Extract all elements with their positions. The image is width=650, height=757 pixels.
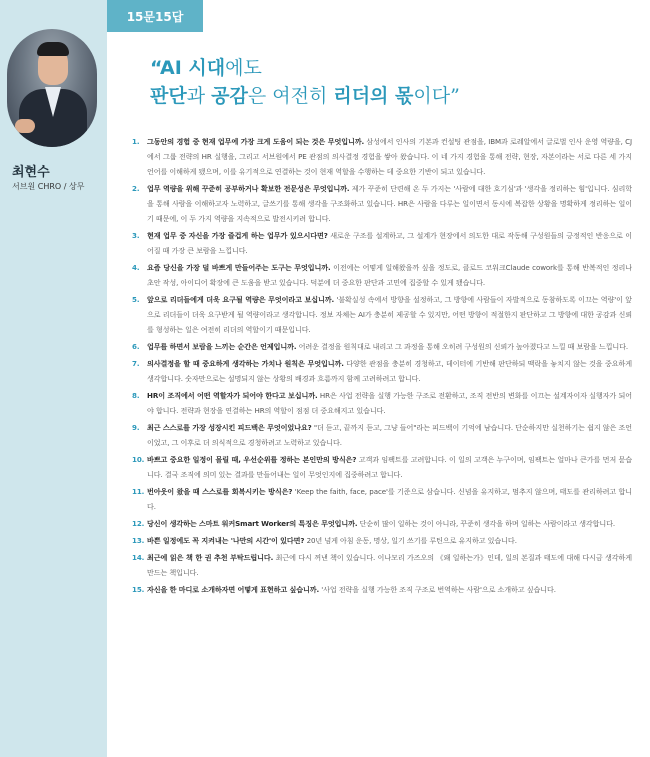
qa-body <box>147 533 632 548</box>
headline-bold-empathy: 공감 <box>211 85 248 107</box>
headline-line-2 <box>150 82 630 110</box>
qa-item <box>132 356 632 386</box>
qa-item <box>132 582 632 597</box>
qa-body <box>147 582 632 597</box>
person-title: 서브원 CHRO / 상무 <box>12 182 85 191</box>
qa-question: 번아웃이 왔을 때 스스로를 회복시키는 방식은? <box>147 487 293 496</box>
qa-item <box>132 516 632 531</box>
qa-answer: 삼성에서 인사의 기본과 컨설팅 관점을, IBM과 로레알에서 글로벌 인사 운영 역량을, CJ에서 그룹 전략의 HR 실행을, 그리고 서브원에서 PE 관점의 의사결정 경험을 쌓아 왔습니다. 이 네 가지 경험을 통해 전략, 현장, 자본이라는 서로 다른 세 가지 언어를 이해하게 됐으며, 이를 유기적으로 연결하는 것이 현재 역할을 수행하는 데 중요한 기반이 되고 있습니다. <box>147 137 632 176</box>
qa-number: 2. <box>132 184 140 193</box>
qa-answer: '사업 전략을 실행 가능한 조직 구조로 번역하는 사람'으로 소개하고 싶습니다. <box>319 585 556 594</box>
qa-body <box>147 339 632 354</box>
qa-body <box>147 292 632 337</box>
qa-item <box>132 260 632 290</box>
headline-text: 에도 <box>225 57 262 79</box>
qa-body <box>147 484 632 514</box>
qa-body <box>147 388 632 418</box>
qa-question: 업무 역량을 위해 꾸준히 공부하거나 확보한 전문성은 무엇입니까. <box>147 184 350 193</box>
qa-number: 9. <box>132 423 140 432</box>
qa-number: 10. <box>132 455 145 464</box>
qa-number: 12. <box>132 519 145 528</box>
qa-question: 최근 스스로를 가장 성장시킨 피드백은 무엇이었나요? <box>147 423 312 432</box>
qa-item <box>132 292 632 337</box>
qa-body <box>147 181 632 226</box>
qa-answer: 새로운 구조를 설계하고, 그 설계가 현장에서 의도한 대로 작동해 구성원들의 긍정적인 반응으로 이어질 때 가장 큰 보람을 느낍니다. <box>147 231 632 255</box>
qa-number: 13. <box>132 536 145 545</box>
qa-answer: "더 듣고, 끝까지 듣고, 그냥 들어"라는 피드백이 기억에 남습니다. 단순하지만 실천하기는 쉽지 않은 조언이었고, 그 이후로 더 의식적으로 경청하려고 노력하고 있습니다. <box>147 423 633 447</box>
qa-question: 바쁘고 중요한 일정이 몰릴 때, 우선순위를 정하는 본인만의 방식은? <box>147 455 357 464</box>
qa-body <box>147 452 632 482</box>
headline-line-1 <box>150 54 630 82</box>
qa-question: 의사결정을 할 때 중요하게 생각하는 가치나 원칙은 무엇입니까. <box>147 359 344 368</box>
qa-body <box>147 516 632 531</box>
qa-item <box>132 452 632 482</box>
qa-answer: 다양한 관점을 충분히 경청하고, 데이터에 기반해 판단하되 맥락을 놓치지 않는 것을 중요하게 생각합니다. 숫자만으로는 설명되지 않는 상황의 배경과 흐름까지 함께 고려하려고 합니다. <box>147 359 632 383</box>
headline-text: 이다” <box>413 85 460 107</box>
headline-bold-leader: 리더의 몫 <box>333 85 414 107</box>
qa-number: 4. <box>132 263 140 272</box>
headline-bold-ai: “AI 시대 <box>150 57 226 79</box>
headline-text: 과 <box>186 85 212 107</box>
photo-hand <box>15 119 35 133</box>
qa-answer: 최근에 다시 꺼낸 책이 있습니다. 이나모리 가즈오의 《왜 일하는가》인데, 일의 본질과 태도에 대해 다시금 생각하게 만드는 책입니다. <box>147 553 633 577</box>
headline-text: 은 여전히 <box>247 85 334 107</box>
qa-question: 요즘 당신을 가장 덜 바쁘게 만들어주는 도구는 무엇입니까. <box>147 263 331 272</box>
qa-question: HR이 조직에서 어떤 역할자가 되어야 한다고 보십니까. <box>147 391 318 400</box>
qa-number: 3. <box>132 231 140 240</box>
qa-item <box>132 550 632 580</box>
qa-body <box>147 420 632 450</box>
qa-question: 최근에 읽은 책 한 권 추천 부탁드립니다. <box>147 553 274 562</box>
qa-answer: 고객과 임팩트를 고려합니다. 이 일의 고객은 누구이며, 임팩트는 얼마나 큰가를 먼저 묻습니다. 결국 조직에 의미 있는 결과를 만들어내는 일이 무엇인지에 집중하려고 합니다. <box>147 455 632 479</box>
qa-body <box>147 228 632 258</box>
qa-item <box>132 484 632 514</box>
person-name: 최현수 <box>12 165 50 180</box>
qa-number: 7. <box>132 359 140 368</box>
qa-number: 8. <box>132 391 140 400</box>
qa-question: 그동안의 경험 중 현재 업무에 가장 크게 도움이 되는 것은 무엇입니까. <box>147 137 365 146</box>
qa-question: 바쁜 일정에도 꼭 지켜내는 '나만의 시간'이 있다면? <box>147 536 305 545</box>
qa-item <box>132 388 632 418</box>
qa-body <box>147 356 632 386</box>
qa-item <box>132 339 632 354</box>
qa-number: 5. <box>132 295 140 304</box>
qa-number: 6. <box>132 342 140 351</box>
qa-item <box>132 134 632 179</box>
qa-number: 11. <box>132 487 145 496</box>
qa-number: 14. <box>132 553 145 562</box>
qa-number: 15. <box>132 585 145 594</box>
qa-answer: 20년 넘게 아침 운동, 명상, 일기 쓰기를 루틴으로 유지하고 있습니다. <box>304 536 517 545</box>
qa-answer: 'Keep the faith, face, pace'를 기준으로 삼습니다. 신념을 유지하고, 멈추지 않으며, 태도를 관리하려고 합니다. <box>147 487 632 511</box>
qa-question: 현재 업무 중 자신을 가장 즐겁게 하는 업무가 있으시다면? <box>147 231 328 240</box>
qa-item <box>132 533 632 548</box>
qa-item <box>132 228 632 258</box>
qa-body <box>147 134 632 179</box>
qa-body <box>147 550 632 580</box>
profile-sidebar <box>0 0 107 757</box>
qa-item <box>132 181 632 226</box>
qa-list <box>132 134 632 599</box>
qa-body <box>147 260 632 290</box>
headline <box>150 54 630 110</box>
qa-answer: 제가 꾸준히 단련해 온 두 가지는 '사람에 대한 호기심'과 '생각을 정리하는 힘'입니다. 심리학을 통해 사람을 이해하고자 노력하고, 글쓰기를 통해 생각을 구조화하고 있습니다. HR은 사람을 다루는 일이면서 동시에 복잡한 상황을 명확하게 정리하는 일이기 때문에, 이 두 가지 역량을 지속적으로 발전시키려 합니다. <box>147 184 632 223</box>
qa-question: 자신을 한 마디로 소개하자면 어떻게 표현하고 싶습니까. <box>147 585 320 594</box>
qa-answer: 이전에는 어떻게 일해왔을까 싶을 정도로, 클로드 코워크Claude cowork를 통해 반복적인 정리나 초안 작성, 아이디어 확장에 큰 도움을 받고 있습니다. 덕분에 더 중요한 판단과 고민에 집중할 수 있게 됐습니다. <box>147 263 632 287</box>
qa-question: 앞으로 리더들에게 더욱 요구될 역량은 무엇이라고 보십니까. <box>147 295 335 304</box>
qa-question: 업무를 하면서 보람을 느끼는 순간은 언제입니까. <box>147 342 297 351</box>
headline-bold-judgment: 판단 <box>150 85 187 107</box>
qa-answer: 단순히 많이 일하는 것이 아니라, 꾸준히 생각을 하며 일하는 사람이라고 생각합니다. <box>357 519 616 528</box>
qa-answer: HR은 사업 전략을 실행 가능한 구조로 전환하고, 조직 전반의 변화를 이끄는 설계자이자 실행자가 되어야 합니다. 전략과 현장을 연결하는 HR의 역할이 점점 더 중요해지고 있습니다. <box>147 391 632 415</box>
qa-answer: '불확실성 속에서 방향을 설정하고, 그 방향에 사람들이 자발적으로 동참하도록 이끄는 역량'이 앞으로 리더들이 더욱 요구받게 될 역량이라고 생각합니다. 정보 자체는 AI가 충분히 제공할 수 있지만, 어떤 방향이 적절한지 판단하고 그 방향에 대한 공감과 신뢰를 형성하는 일은 여전히 리더의 역할이기 때문입니다. <box>147 295 632 334</box>
qa-answer: 어려운 결정을 원칙대로 내리고 그 과정을 통해 오히려 구성원의 신뢰가 높아졌다고 느낄 때 보람을 느낍니다. <box>296 342 629 351</box>
qa-question: 당신이 생각하는 스마트 워커Smart Worker의 특징은 무엇입니까. <box>147 519 358 528</box>
photo-hair <box>37 42 69 56</box>
qa-number: 1. <box>132 137 140 146</box>
qa-item <box>132 420 632 450</box>
section-tag: 15문15답 <box>107 0 203 32</box>
profile-photo <box>7 29 97 147</box>
